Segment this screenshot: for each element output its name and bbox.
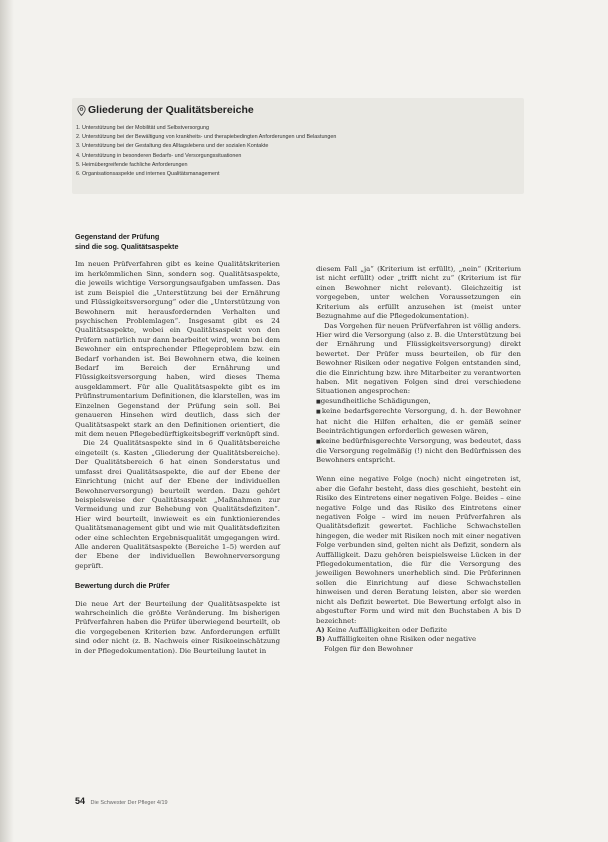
section-heading-line: sind die sog. Qualitätsaspekte: [75, 241, 179, 251]
grade-item: [316, 626, 521, 635]
section-heading: Bewertung durch die Prüfer: [75, 580, 170, 590]
section-heading-line: Gegenstand der Prüfung: [75, 232, 160, 241]
left-column: [75, 232, 280, 656]
grade-continuation: Folgen für den Bewohner: [324, 644, 413, 653]
page-number: 54: [75, 796, 86, 806]
list-item: 5. Heimübergreifende fachliche Anforderungen: [76, 161, 188, 168]
bullet-item: ■ keine bedürfnisgerechte Versorgung, was bedeutet, dass die Versorgung regelmäßig (!) nicht den Bedürfnissen des Bewohners entspricht.: [316, 437, 521, 466]
paragraph: Das Vorgehen für neuen Prüfverfahren ist völlig anders. Hier wird die Versorgung (also z. B. die Unterstützung bei der Ernährung und Flüssigkeitsversorgung) direkt bewertet. Der Prüfer muss beurteilen, ob für den Bewohner Risiken oder negative Folgen entstanden sind, die die Einrichtung bzw. ihre Mitarbeiter zu verantworten haben. Mit negativen Folgen sind drei verschiedene Situationen angesprochen:: [316, 321, 521, 396]
list-item: 1. Unterstützung bei der Mobilität und Selbstversorgung: [76, 125, 210, 131]
grade-letter: A): [316, 626, 325, 634]
footer-text: Die Schwester Der Pfleger 4/19: [90, 800, 168, 806]
paragraph: Wenn eine negative Folge (noch) nicht eingetreten ist, aber die Gefahr besteht, dass dies geschieht, besteht ein Risiko des Eintretens einer negativen Folge. Beides – eine negative Folge und das Risiko des Eintretens einer negativen Folge – wird im neuen Prüfverfahren als Qualitätsdefizit gewertet. Fachliche Schwachstellen hingegen, die weder mit Risiken noch mit einer negativen Folge verbunden sind, gelten nicht als Defizit, sondern als Auffälligkeit. Dazu gehören beispielsweise Lücken in der Pflegedokumentation, die für die Versorgung des jeweiligen Bewohners unerheblich sind. Die Prüferinnen sollen die Einrichtung auf diese Schwachstellen hinweisen und deren Beratung leisten, aber sie werden nicht als Defizit bewertet. Die Bewertung erfolgt also in abgestufter Form und wird mit den Buchstaben A bis D bezeichnet:: [316, 475, 521, 625]
page-footer: [75, 796, 168, 806]
list-item: 2. Unterstützung bei der Bewältigung von krankheits- und therapiebedingten Anforderungen und Belastungen: [76, 134, 337, 141]
right-column: [316, 265, 521, 654]
list-item: 6. Organisationsaspekte und internes Qualitätsmanagement: [76, 171, 220, 178]
bullet-item: ■ keine bedarfsgerechte Versorgung, d. h. der Bewohner hat nicht die Hilfen erhalten, die er gemäß seiner Beeinträchtigungen erforderlich gewesen wären,: [316, 407, 521, 436]
bullet-item: ■ gesundheitliche Schädigungen,: [316, 397, 521, 407]
grade-text: Auffälligkeiten ohne Risiken oder negative: [327, 635, 477, 644]
list-item: 4. Unterstützung in besonderen Bedarfs- und Versorgungssituationen: [76, 152, 242, 159]
paragraph: Im neuen Prüfverfahren gibt es keine Qualitätskriterien im herkömmlichen Sinn, sondern sog. Qualitätsaspekte, die jeweils wichtige Versorgungsaufgaben umfassen. Das ist zum Beispiel die „Unterstützung bei der Ernährung und Flüssigkeitsversorgung“ oder die „Unterstützung von Bewohnern mit herausfordernden Verhalten und psychischen Problemlagen“. Insgesamt gibt es 24 Qualitätsaspekte, wobei ein Qualitätsaspekt von den Prüfern natürlich nur dann bearbeitet wird, wenn bei dem Bewohner ein entsprechender Pflegeproblem bzw. ein Bedarf vorhanden ist. Bei Bewohnern etwa, die keinen Bedarf im Bereich der Ernährung und Flüssigkeitsversorgung haben, wird dieses Thema ausgeklammert. Für alle Qualitätsaspekte gibt es im Prüfinstrumentarium Definitionen, die klarstellen, was im Einzelnen Gegenstand der Prüfung sein soll. Bei genaueren Hinsehen wird deutlich, dass sich der Qualitätsaspekt stark an den Definitionen orientiert, die mit dem neuen Pflegebedürftigkeitsbegriff verknüpft sind.: [75, 260, 280, 438]
page-binding-shadow: [0, 0, 14, 842]
paragraph: Die 24 Qualitätsaspekte sind in 6 Qualitätsbereiche eingeteilt (s. Kasten „Gliederung der Qualitätsbereiche). Der Qualitätsbereich 6 hat einen Sonderstatus und umfasst drei Qualitätsaspekte, die auf der Ebene der Einrichtung (nicht auf der Ebene der individuellen Bewohnerversorgung) beurteilt werden. Dazu gehört beispielsweise der Qualitätsaspekt „Maßnahmen zur Vermeidung und zur Behebung von Qualitätsdefiziten“. Hier wird beurteilt, inwieweit es ein funktionierendes Qualitätsmanagement gibt und wie mit Qualitätsdefiziten oder eine schlechten Ergebnisqualität umgegangen wird. Alle anderen Qualitätsaspekte (Bereiche 1–5) werden auf der Ebene der individuellen Bewohnerversorgung geprüft.: [75, 439, 280, 570]
grade-item: [316, 635, 521, 644]
list-item: 3. Unterstützung bei der Gestaltung des Alltagslebens und der sozialen Kontakte: [76, 143, 269, 150]
paragraph: Die neue Art der Beurteilung der Qualitätsaspekte ist wahrscheinlich die größte Veränderung. Im bisherigen Prüfverfahren haben die Prüfer überwiegend beurteilt, ob die vorgegebenen Kriterien bzw. Anforderungen erfüllt sind oder nicht (z. B. Nachweis einer Risikoeinschätzung in der Pflegedokumentation). Die Beurteilung lautet in: [75, 599, 280, 655]
paragraph: diesem Fall „ja“ (Kriterium ist erfüllt), „nein“ (Kriterium ist nicht erfüllt) oder „trifft nicht zu“ (Kriterium ist für einen Bewohner nicht relevant). Gleichzeitig ist vorgegeben, unter welchen Voraussetzungen ein Kriterium als erfüllt anzusehen ist (meist unter Bezugnahme auf die Pflegedokumentation).: [316, 265, 521, 321]
grade-text: Keine Auffälligkeiten oder Defizite: [326, 626, 448, 634]
quality-area-list: [76, 124, 516, 179]
box-title: Gliederung der Qualitätsbereiche: [88, 104, 254, 116]
grade-letter: B): [316, 635, 326, 644]
